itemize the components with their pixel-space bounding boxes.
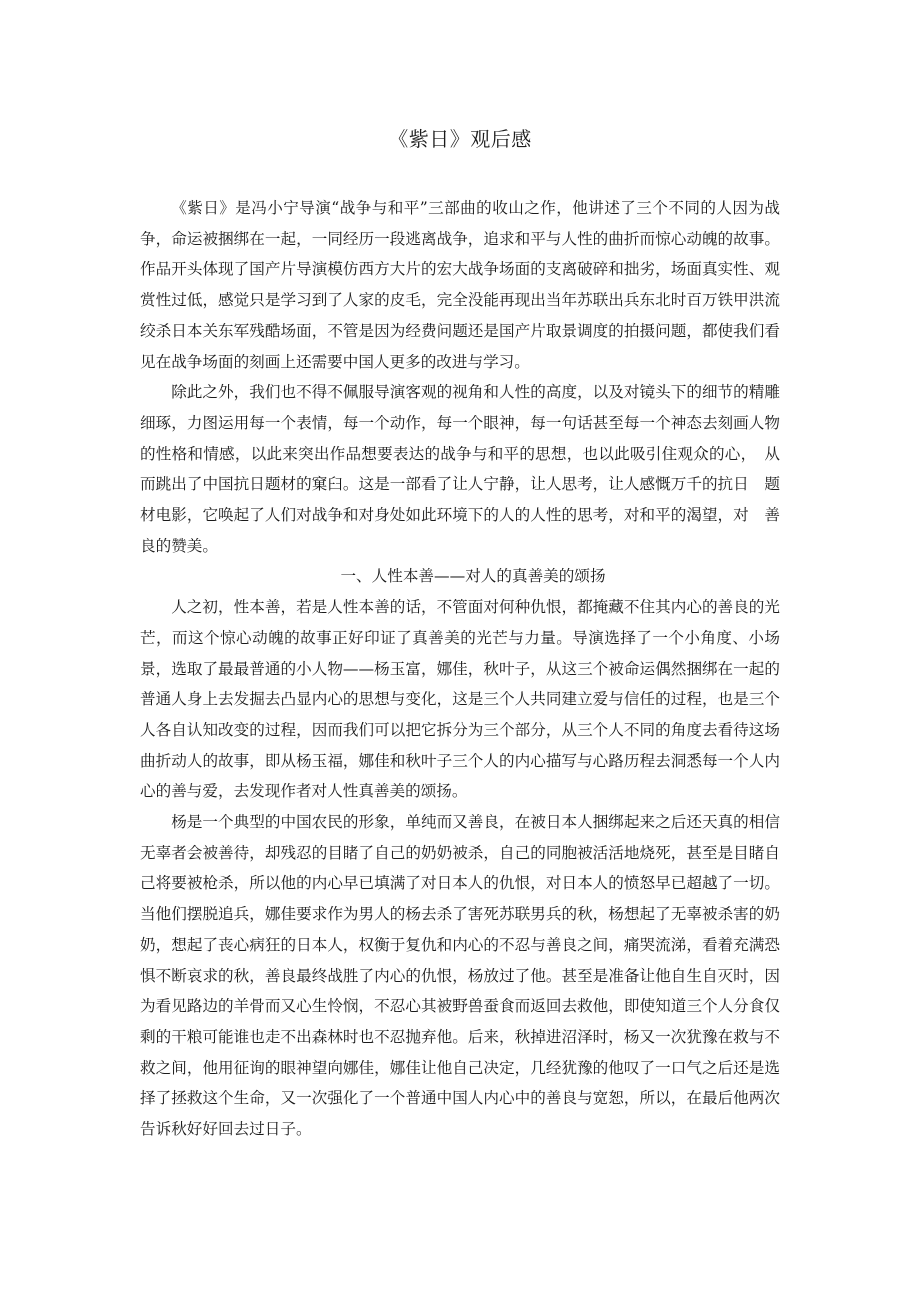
section-heading: 一、人性本善——对人的真善美的颂扬	[340, 567, 606, 586]
paragraph-section-one: 人之初，性本善，若是人性本善的话，不管面对何种仇恨，都掩藏不住其内心的善良的光芒，而这个惊心动魄的故事正好印证了真善美的光芒与力量。导演选择了一个小角度、小场景，选取了最最普通的小人物——杨玉富，娜佳，秋叶子，从这三个被命运偶然捆绑在一起的普通人身上去发掘去凸显内心的思想与变化，这是三个人共同建立爱与信任的过程，也是三个人各自认知改变的过程，因而我们可以把它拆分为三个部分，从三个人不同的角度去看待这场曲折动人的故事，即从杨玉福，娜佳和秋叶子三个人的内心描写与心路历程去洞悉每一个人内心的善与爱，去发现作者对人性真善美的颂扬。	[140, 598, 780, 801]
paragraph-second: 除此之外，我们也不得不佩服导演客观的视角和人性的高度，以及对镜头下的细节的精雕细琢，力图运用每一个表情，每一个动作，每一个眼神，每一句话甚至每一个神态去刻画人物的性格和情感，以此来突出作品想要表达的战争与和平的思想，也以此吸引住观众的心， 从而跳出了中国抗日题材的窠臼。这是一部看了让人宁静，让人思考，让人感慨万千的抗日 题材电影，它唤起了人们对战争和对身处如此环境下的人的人性的思考，对和平的渴望，对 善良的赞美。	[140, 383, 780, 555]
paragraph-intro: 《紫日》是冯小宁导演“战争与和平”三部曲的收山之作，他讲述了三个不同的人因为战争，命运被捆绑在一起，一同经历一段逃离战争，追求和平与人性的曲折而惊心动魄的故事。作品开头体现了国产片导演模仿西方大片的宏大战争场面的支离破碎和拙劣，场面真实性、观赏性过低，感觉只是学习到了人家的皮毛，完全没能再现出当年苏联出兵东北时百万铁甲洪流绞杀日本关东军残酷场面，不管是因为经费问题还是国产片取景调度的拍摄问题，都使我们看见在战争场面的刻画上还需要中国人更多的改进与学习。	[140, 199, 780, 371]
paragraph-section-two: 杨是一个典型的中国农民的形象，单纯而又善良，在被日本人捆绑起来之后还天真的相信无辜者会被善待，却残忍的目睹了自己的奶奶被杀，自己的同胞被活活地烧死，甚至是目睹自己将要被枪杀，所以他的内心早已填满了对日本人的仇恨，对日本人的愤怒早已超越了一切。当他们摆脱追兵，娜佳要求作为男人的杨去杀了害死苏联男兵的秋，杨想起了无辜被杀害的奶奶，想起了丧心病狂的日本人，权衡于复仇和内心的不忍与善良之间，痛哭流涕，看着充满恐惧不断哀求的秋，善良最终战胜了内心的仇恨，杨放过了他。甚至是准备让他自生自灭时，因为看见路边的羊骨而又心生怜悯，不忍心其被野兽蚕食而返回去救他，即使知道三个人分食仅剩的干粮可能谁也走不出森林时也不忍抛弃他。后来，秋掉进沼泽时，杨又一次犹豫在救与不救之间，他用征询的眼神望向娜佳，娜佳让他自己决定，几经犹豫的他叹了一口气之后还是选择了拯救这个生命，又一次强化了一个普通中国人内心中的善良与宽恕，所以，在最后他两次告诉秋好好回去过日子。	[140, 813, 780, 1139]
document-title: 《紫日》观后感	[388, 127, 532, 151]
document-body	[140, 193, 780, 1145]
